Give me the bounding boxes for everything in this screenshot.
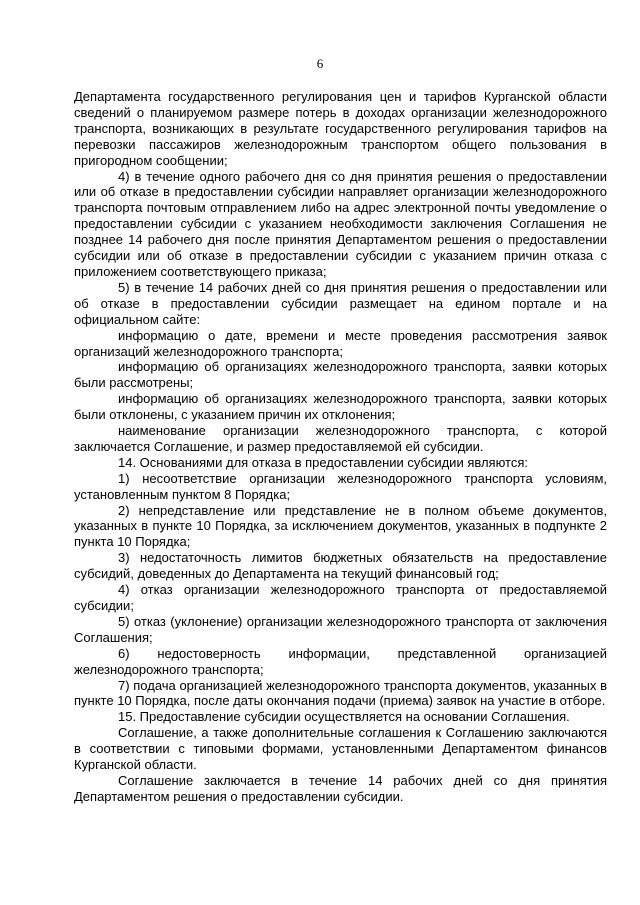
paragraph: 6) недостоверность информации, представленной организацией железнодорожного транспорта; — [74, 645, 607, 677]
page-number: 6 — [316, 56, 324, 71]
paragraph: Соглашение заключается в течение 14 рабочих дней со дня принятия Департаментом решения о предоставлении субсидии. — [74, 772, 607, 804]
paragraph: 1) несоответствие организации железнодорожного транспорта условиям, установленным пунктом 8 Порядка; — [74, 470, 607, 502]
paragraph: информацию об организациях железнодорожного транспорта, заявки которых были отклонены, с указанием причин их отклонения; — [74, 391, 607, 423]
paragraph: 3) недостаточность лимитов бюджетных обязательств на предоставление субсидий, доведенных до Департамента на текущий финансовый год; — [74, 550, 607, 582]
paragraph: 14. Основаниями для отказа в предоставлении субсидии являются: — [118, 454, 529, 470]
paragraph: информацию об организациях железнодорожного транспорта, заявки которых были рассмотрены; — [74, 359, 607, 391]
paragraph: Департамента государственного регулирования цен и тарифов Курганской области сведений о планируемом размере потерь в доходах организации железнодорожного транспорта, возникающих в результате государственного регулирования тарифов на перевозки пассажиров железнодорожным транспортом общего пользования в пригородном сообщении; — [74, 89, 607, 168]
paragraph: 15. Предоставление субсидии осуществляется на основании Соглашения. — [118, 709, 570, 725]
paragraph: 4) в течение одного рабочего дня со дня принятия решения о предоставлении или об отказе в предоставлении субсидии направляет организации железнодорожного транспорта почтовым отправлением либо на адрес электронной почты уведомление о предоставлении субсидии с указанием необходимости заключения Соглашения не позднее 14 рабочего дня после принятия Департаментом решения о предоставлении субсидии или об отказе в предоставлении субсидии с указанием причин отказа с приложением соответствующего приказа; — [74, 168, 607, 279]
paragraph: 5) отказ (уклонение) организации железнодорожного транспорта от заключения Соглашения; — [74, 613, 607, 645]
paragraph: информацию о дате, времени и месте проведения рассмотрения заявок организаций железнодорожного транспорта; — [74, 327, 607, 359]
paragraph: 2) непредставление или представление не в полном объеме документов, указанных в пункте 10 Порядка, за исключением документов, указанных в подпункте 2 пункта 10 Порядка; — [74, 502, 607, 550]
paragraph: 4) отказ организации железнодорожного транспорта от предоставляемой субсидии; — [74, 582, 607, 613]
paragraph: 5) в течение 14 рабочих дней со дня принятия решения о предоставлении или об отказе в предоставлении субсидии размещает на едином портале и на официальном сайте: — [74, 279, 607, 327]
paragraph: Соглашение, а также дополнительные соглашения к Соглашению заключаются в соответствии с типовыми формами, установленными Департаментом финансов Курганской области. — [74, 725, 607, 773]
paragraph: наименование организации железнодорожного транспорта, с которой заключается Соглашение, и размер предоставляемой ей субсидии. — [74, 423, 607, 454]
paragraph: 7) подача организацией железнодорожного транспорта документов, указанных в пункте 10 Порядка, после даты окончания подачи (приема) заявок на участие в отборе. — [74, 677, 607, 709]
document-body — [74, 89, 607, 805]
